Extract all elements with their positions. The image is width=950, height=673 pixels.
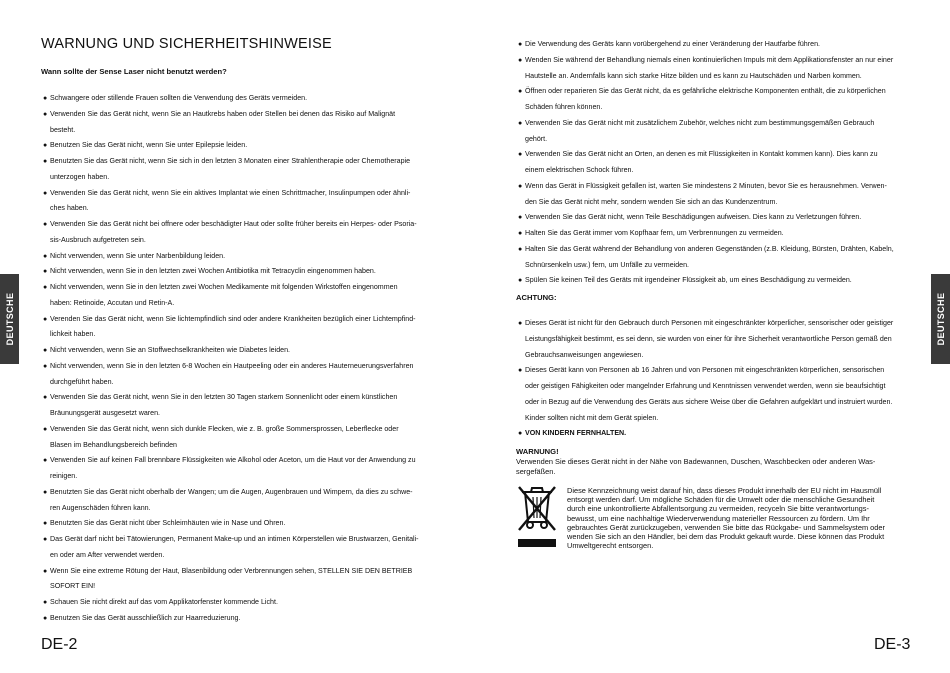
- list-item-line: Nicht verwenden, wenn Sie in den letzten zwei Wochen Medikamente mit folgenden Wirkstoffen eingenommen: [50, 283, 398, 291]
- list-item-line: gehört.: [525, 134, 548, 143]
- list-item-line: Halten Sie das Gerät immer vom Kopfhaar fern, um Verbrennungen zu vermeiden.: [525, 229, 784, 237]
- list-item-line: Spülen Sie keinen Teil des Geräts mit irgendeiner Flüssigkeit ab, um eines Beschädigung zu vermeiden.: [525, 276, 852, 285]
- achtung-heading: ACHTUNG:: [516, 293, 557, 302]
- weee-disposal-text: [567, 486, 912, 550]
- list-item: [518, 363, 913, 426]
- list-item-line: Gebrauchsanweisungen angewiesen.: [525, 350, 644, 359]
- list-item-line: Kinder sollten nicht mit dem Gerät spielen.: [525, 413, 659, 422]
- paragraph-line: durch eine unkontrollierte Abfallentsorgung zu vermeiden, recyceln Sie bitte verantwortungs-: [567, 504, 869, 514]
- page-title: WARNUNG UND SICHERHEITSHINWEISE: [41, 36, 332, 52]
- list-item: [518, 53, 913, 85]
- list-item-line: Öffnen oder reparieren Sie das Gerät nicht, da es gefährliche elektrische Komponenten enthält, die zu körperlichen: [525, 87, 886, 96]
- list-item-line: durchgeführt haben.: [50, 377, 114, 386]
- warnung-line: sergefäßen.: [516, 466, 556, 476]
- list-item-line: Benutzten Sie das Gerät nicht über Schleimhäuten wie in Nase und Ohren.: [50, 519, 286, 528]
- list-item-line: Benutzen Sie das Gerät nicht, wenn Sie unter Epilepsie leiden.: [50, 141, 248, 150]
- bullet: ●: [43, 189, 48, 197]
- bullet: ●: [518, 245, 523, 253]
- list-item-line: besteht.: [50, 125, 76, 134]
- list-item: [43, 264, 438, 280]
- list-item-line: Verwenden Sie das Gerät nicht bei offnere oder beschädigter Haut oder sollte früher bereits ein Herpes- oder Psoria-: [50, 220, 417, 228]
- list-item: [43, 532, 438, 564]
- list-item-line: Verwenden Sie das Gerät nicht, wenn Sie an Hautkrebs haben oder Stellen bei denen das Risiko auf Malignät: [50, 109, 396, 118]
- list-item-line: Hautstelle an. Andernfalls kann sich starke Hitze bilden und es kann zu Hautschäden und Narben kommen.: [525, 71, 862, 80]
- paragraph-line: bewusst, um eine nachhaltige Wiederverwendung materieller Ressourcen zu fördern. Um Ihr: [567, 513, 870, 523]
- list-item-line: den Sie das Gerät nicht mehr, sondern wenden Sie sich an das Kundenzentrum.: [525, 197, 778, 206]
- bullet: ●: [518, 119, 523, 127]
- list-item-line: Wenn Sie eine extreme Rötung der Haut, Blasenbildung oder Verbrennungen sehen, STELLEN SIE DEN BETRIEB: [50, 566, 413, 575]
- list-item: [43, 312, 438, 344]
- list-item: [518, 147, 913, 179]
- bullet: ●: [43, 614, 48, 622]
- list-item: [43, 453, 438, 485]
- bullet: ●: [518, 230, 523, 237]
- bullet: ●: [518, 430, 523, 437]
- list-item-line: en oder am After verwendet werden.: [50, 550, 165, 559]
- list-item: [518, 179, 913, 211]
- crossed-out-wheelie-bin-icon: [516, 484, 558, 550]
- list-item-line: unterzogen haben.: [50, 172, 110, 181]
- list-item-line: Wenn das Gerät in Flüssigkeit gefallen ist, warten Sie mindestens 2 Minuten, bevor Sie es herausnehmen. Verwen-: [525, 181, 887, 190]
- list-item-line: SOFORT EIN!: [50, 582, 96, 591]
- page-number: DE-2: [41, 636, 78, 653]
- language-tab: [0, 274, 19, 364]
- list-item-line: haben: Retinoide, Accutan und Retin-A.: [50, 298, 175, 307]
- list-item: [43, 595, 438, 611]
- bullet: ●: [43, 268, 48, 276]
- list-item-line: Benutzen Sie das Gerät ausschließlich zur Haarreduzierung.: [50, 613, 241, 622]
- list-item-line: Das Gerät darf nicht bei Tätowierungen, Permanent Make-up und an intimen Körperstellen wie Brustwarzen, Genitali-: [50, 535, 419, 543]
- achtung-list: [518, 316, 913, 426]
- list-item: [43, 564, 438, 596]
- list-item: [43, 107, 438, 139]
- section-subheading: Wann sollte der Sense Laser nicht benutzt werden?: [41, 67, 227, 76]
- list-item: [43, 280, 438, 312]
- list-item-line: Benutzten Sie das Gerät nicht oberhalb der Wangen; um die Augen, Augenbrauen und Wimpern, da dies zu schwe-: [50, 487, 413, 496]
- bullet: ●: [518, 367, 523, 375]
- list-item-line: Dieses Gerät kann von Personen ab 16 Jahren und von Personen mit eingeschränkten körperlichen, sensorischen: [525, 366, 885, 375]
- list-item-line: Leistungsfähigkeit bestimmt, es sei denn, sie wurden von einer für ihre Sicherheit verantwortliche Person gemäß den: [525, 334, 892, 343]
- bullet: ●: [43, 95, 48, 102]
- bullet: ●: [43, 221, 48, 228]
- list-item-line: Nicht verwenden, wenn Sie in den letzten zwei Wochen Antibiotika mit Tetracyclin eingenommen haben.: [50, 267, 376, 276]
- list-item: [518, 210, 913, 226]
- list-item: [43, 611, 438, 627]
- list-item-line: Verwenden Sie das Gerät nicht, wenn Teile Beschädigungen aufweisen. Dies kann zu Verletzungen führen.: [525, 213, 862, 222]
- list-item: [43, 422, 438, 454]
- bullet: ●: [518, 56, 523, 64]
- list-item-line: Benutzten Sie das Gerät nicht, wenn Sie sich in den letzten 3 Monaten einer Strahlentherapie oder Chemotherapie: [50, 157, 411, 165]
- bullet: ●: [43, 284, 48, 291]
- list-item-line: Verenden Sie das Gerät nicht, wenn Sie lichtempfindlich sind oder andere Krankheiten bezüglich einer Lichtempfind-: [50, 314, 416, 323]
- list-item-line: Schnürsenkeln usw.) fern, um Unfälle zu vermeiden.: [525, 260, 690, 269]
- list-item-line: Verwenden Sie das Gerät nicht, wenn Sie in den letzten 30 Tagen starkem Sonnenlicht oder einem künstlichen: [50, 393, 398, 402]
- bullet: ●: [43, 315, 48, 323]
- children-notice: ● VON KINDERN FERNHALTEN.: [518, 426, 626, 442]
- list-item-line: oder in Bezug auf die Verwendung des Geräts aus sichere Weise über die Gefahren aufgeklärt und instruiert wurden.: [525, 397, 893, 406]
- list-item-line: ches haben.: [50, 204, 89, 213]
- list-item: [43, 217, 438, 249]
- list-item-line: ren Augenschäden führen kann.: [50, 503, 151, 512]
- warning-list: [518, 37, 913, 289]
- paragraph-line: Umweltgerecht entsorgen.: [567, 541, 654, 551]
- bullet: ●: [43, 457, 48, 465]
- list-item: [43, 186, 438, 218]
- list-item: [43, 485, 438, 517]
- paragraph-line: gebrauchtes Gerät zurückzugeben, verwenden Sie bitte das Rückgabe- und Sammelsystem oder: [567, 522, 885, 532]
- list-item-line: Schauen Sie nicht direkt auf das vom Applikatorfenster kommende Licht.: [50, 598, 278, 606]
- list-item: [518, 316, 913, 363]
- list-item-line: reinigen.: [50, 472, 78, 480]
- list-item: [518, 37, 913, 53]
- list-item-line: Schwangere oder stillende Frauen sollten die Verwendung des Geräts vermeiden.: [50, 94, 308, 102]
- bullet: ●: [518, 41, 523, 48]
- list-item: [43, 359, 438, 391]
- page-number: DE-3: [874, 636, 911, 653]
- list-item: [43, 91, 438, 107]
- list-item: [43, 390, 438, 422]
- bullet: ●: [43, 394, 48, 402]
- bullet: ●: [518, 151, 523, 159]
- paragraph-line: entsorgt werden darf. Um mögliche Schäden für die Umwelt oder die menschliche Gesundheit: [567, 495, 875, 505]
- right-page: [475, 0, 950, 673]
- bullet: ●: [43, 567, 48, 575]
- bullet: ●: [43, 520, 48, 528]
- list-item-line: Dieses Gerät ist nicht für den Gebrauch durch Personen mit eingeschränkter körperlicher, sensorischer oder geistiger: [525, 319, 894, 327]
- bullet: ●: [43, 158, 48, 165]
- list-item: [43, 154, 438, 186]
- bullet: ●: [518, 182, 523, 190]
- list-item-line: Nicht verwenden, wenn Sie an Stoffwechselkrankheiten wie Diabetes leiden.: [50, 346, 291, 354]
- list-item-line: Verwenden Sie das Gerät nicht an Orten, an denen es mit Flüssigkeiten in Kontakt kommen kann). Dies kann zu: [525, 150, 878, 159]
- bullet: ●: [43, 252, 48, 260]
- bullet: ●: [518, 320, 523, 327]
- list-item: [518, 226, 913, 242]
- bullet: ●: [43, 425, 48, 433]
- list-item-line: Halten Sie das Gerät während der Behandlung von anderen Gegenständen (z.B. Kleidung, Bürsten, Drähten, Kabeln,: [525, 244, 894, 253]
- bullet: ●: [518, 214, 523, 222]
- list-item-line: lichkeit haben.: [50, 330, 96, 339]
- list-item-line: Die Verwendung des Geräts kann vorübergehend zu einer Veränderung der Hautfarbe führen.: [525, 40, 820, 48]
- list-item: [43, 343, 438, 359]
- bullet: ●: [43, 536, 48, 543]
- list-item-line: Nicht verwenden, wenn Sie in den letzten 6-8 Wochen ein Hautpeeling oder ein anderes Hauterneuerungsverfahren: [50, 361, 414, 370]
- list-item-line: einem elektrischen Schock führen.: [525, 166, 634, 174]
- list-item: [43, 249, 438, 265]
- bullet: ●: [43, 347, 48, 354]
- bullet: ●: [43, 362, 48, 370]
- language-tab-label: DEUTSCHE: [4, 292, 15, 346]
- list-item-line: Verwenden Sie auf keinen Fall brennbare Flüssigkeiten wie Alkohol oder Aceton, um die Haut vor der Anwendung zu: [50, 456, 416, 465]
- list-item-line: Wenden Sie während der Behandlung niemals einen kontinuierlichen Impuls mit dem Applikationsfenster an nur einer: [525, 55, 894, 64]
- list-item-line: Verwenden Sie das Gerät nicht mit zusätzlichem Zubehör, welches nicht zum bestimmungsgemäßen Gebrauch: [525, 118, 875, 127]
- bullet: ●: [518, 277, 523, 285]
- list-item-line: Bräunungsgerät ausgesetzt waren.: [50, 409, 161, 417]
- list-item-line: oder geistigen Fähigkeiten oder mangelnder Erfahrung und Kenntnissen verwendet werden, wenn sie beaufsichtigt: [525, 382, 886, 390]
- list-item-line: Nicht verwenden, wenn Sie unter Narbenbildung leiden.: [50, 251, 226, 260]
- bullet: ●: [43, 488, 48, 496]
- bullet: ●: [43, 599, 48, 606]
- paragraph-line: Diese Kennzeichnung weist darauf hin, dass dieses Produkt innerhalb der EU nicht im Hausmüll: [567, 486, 882, 495]
- warnung-heading: WARNUNG!: [516, 447, 559, 456]
- list-item-line: Schäden führen können.: [525, 103, 603, 111]
- list-item: [518, 242, 913, 274]
- list-item: [43, 516, 438, 532]
- list-item: [518, 273, 913, 289]
- warnung-line: Verwenden Sie dieses Gerät nicht in der Nähe von Badewannen, Duschen, Waschbecken oder anderen Was-: [516, 457, 876, 466]
- list-item: [518, 84, 913, 116]
- list-item-line: Blasen im Behandlungsbereich befinden: [50, 440, 177, 449]
- paragraph-line: wenden Sie sich an den Händler, bei dem das Produkt gekauft wurde. Diese können das Produkt: [567, 532, 885, 542]
- list-item: [518, 116, 913, 148]
- bullet: ●: [518, 88, 523, 96]
- language-tab: [931, 274, 950, 364]
- list-item-line: Verwenden Sie das Gerät nicht, wenn Sie ein aktives Implantat wie einen Schrittmacher, Insulinpumpen oder ähnli-: [50, 188, 411, 197]
- list-item-line: sis-Ausbruch aufgetreten sein.: [50, 235, 146, 244]
- bullet: ●: [43, 142, 48, 150]
- language-tab-label: DEUTSCHE: [935, 292, 946, 346]
- bullet: ●: [43, 110, 48, 118]
- warnung-text: [516, 457, 908, 476]
- contraindication-list: [43, 91, 438, 627]
- list-item: [43, 138, 438, 154]
- list-item-line: Verwenden Sie das Gerät nicht, wenn sich dunkle Flecken, wie z. B. große Sommersprossen, Leberflecke oder: [50, 424, 399, 433]
